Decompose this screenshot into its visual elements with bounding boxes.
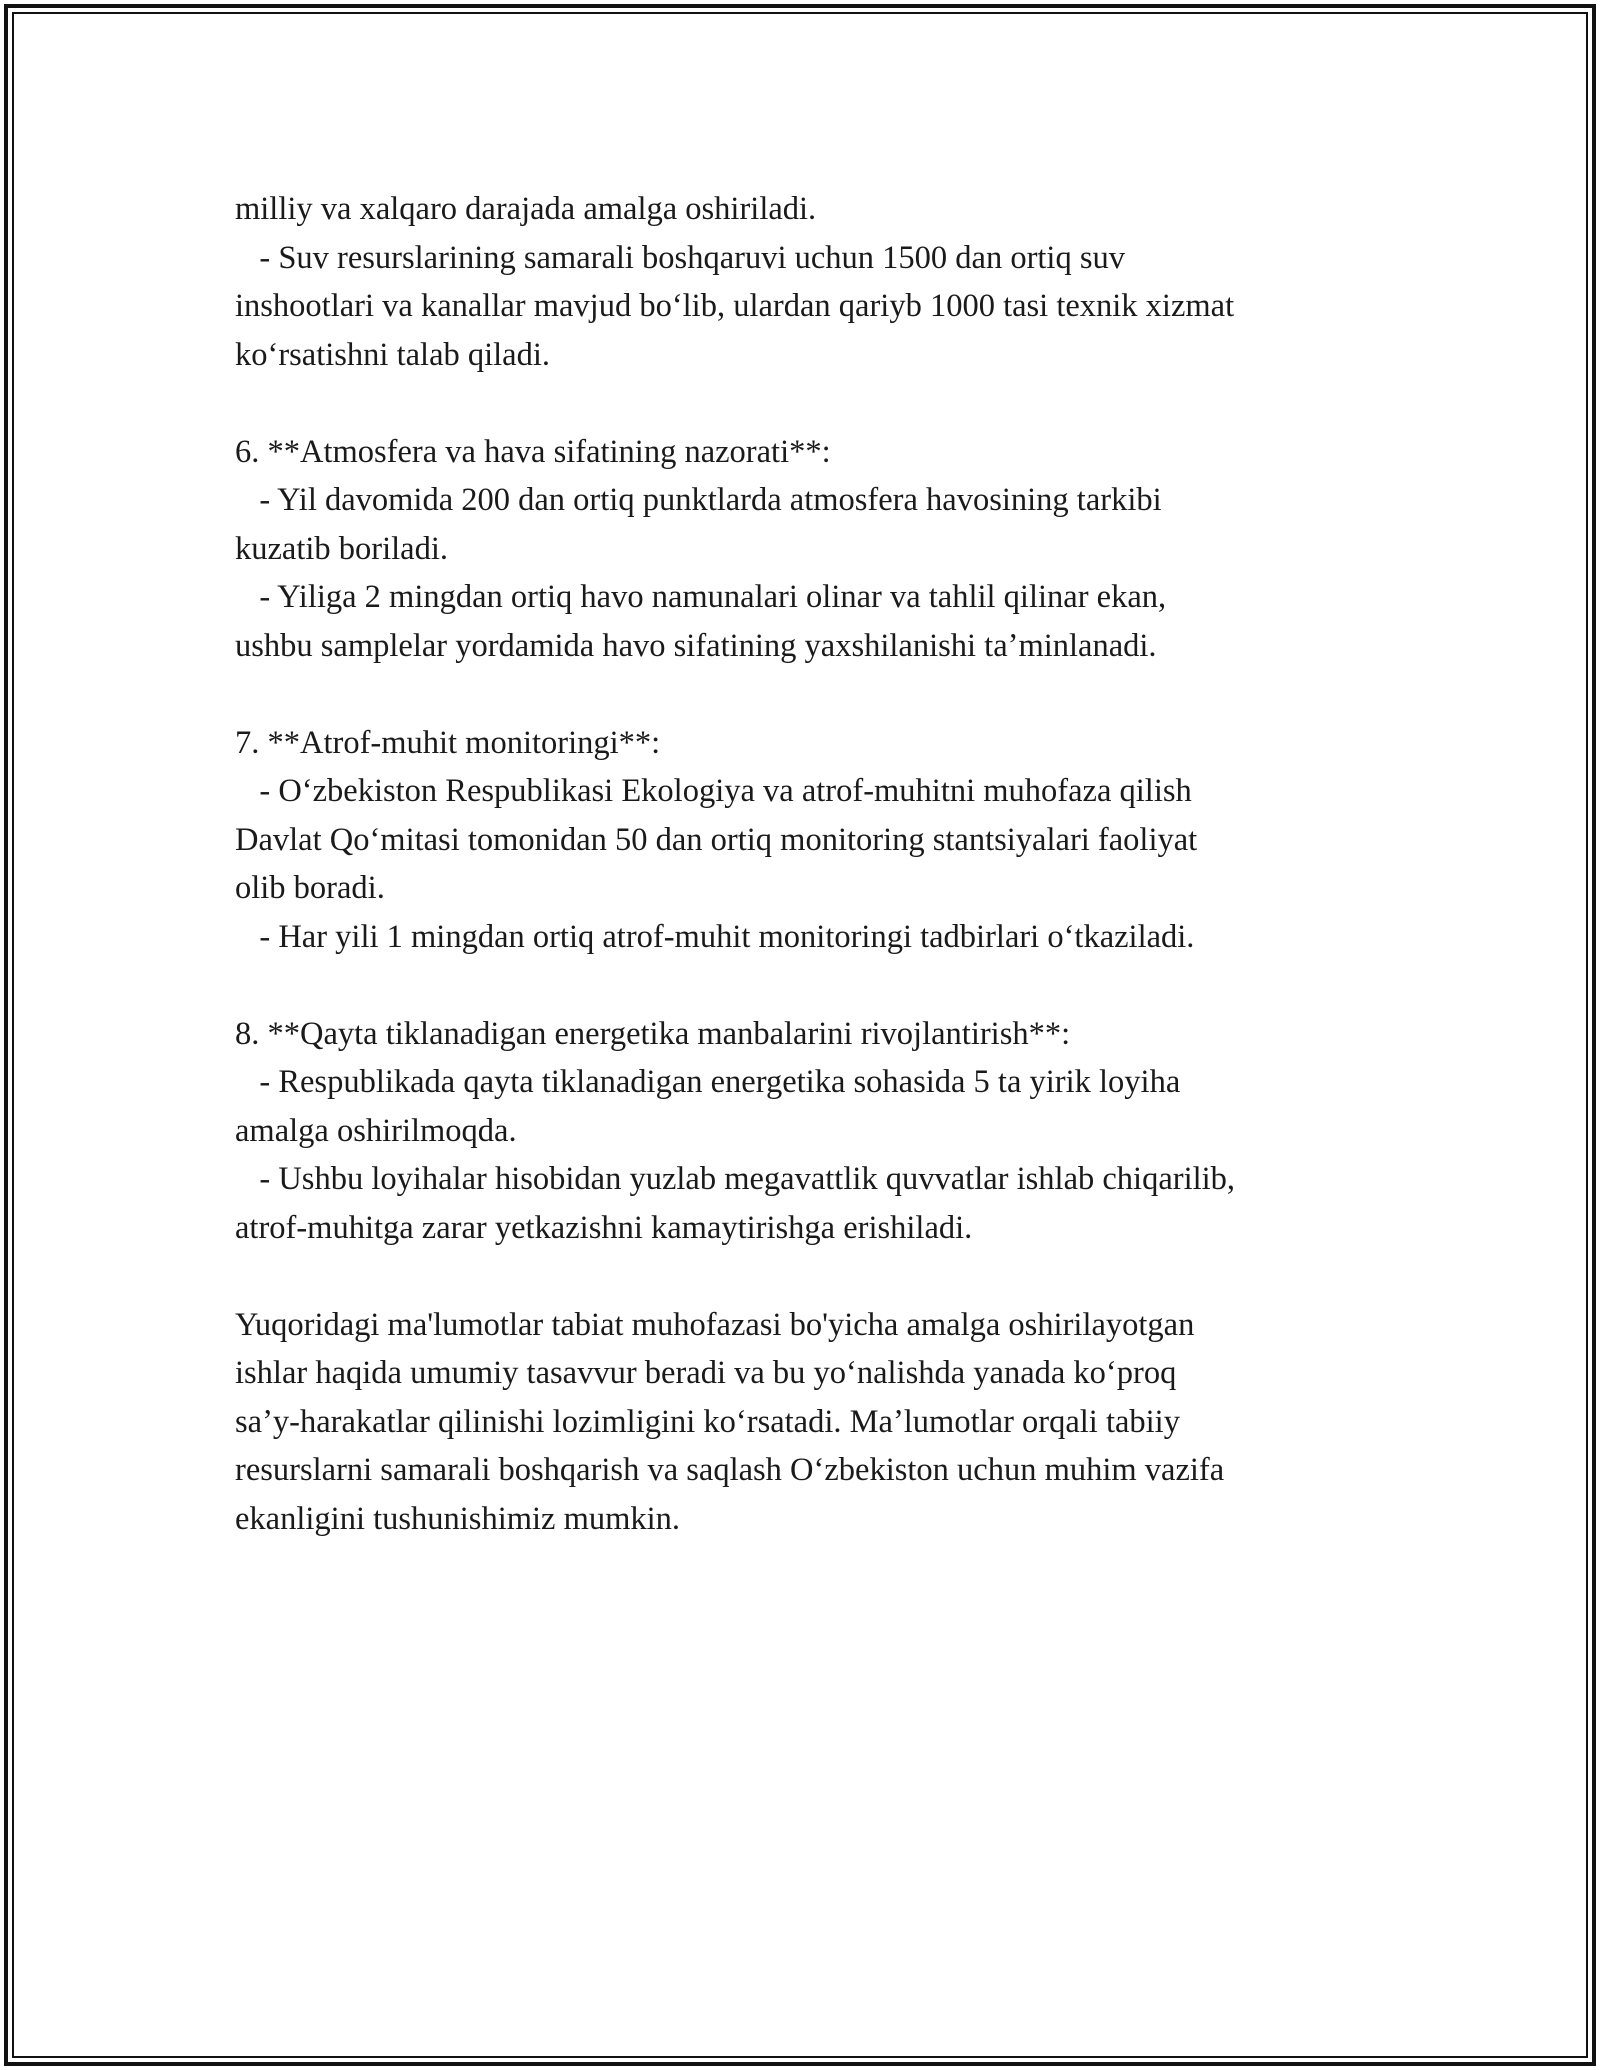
- text-line: amalga oshirilmoqda.: [235, 1112, 517, 1149]
- paragraph-gap: [235, 961, 1415, 1010]
- text-line: Davlat Qoʻmitasi tomonidan 50 dan ortiq monitoring stantsiyalari faoliyat: [235, 821, 1198, 858]
- section-heading: 6. **Atmosfera va hava sifatining nazorati**:: [235, 433, 831, 470]
- text-line: - Yil davomida 200 dan ortiq punktlarda atmosfera havosining tarkibi: [235, 482, 1162, 518]
- section-heading: 7. **Atrof-muhit monitoringi**:: [235, 724, 661, 761]
- paragraph-gap: [235, 379, 1415, 428]
- conclusion-line: ekanligini tushunishimiz mumkin.: [235, 1500, 681, 1537]
- text-line: koʻrsatishni talab qiladi.: [235, 336, 551, 373]
- text-line: - Yiliga 2 mingdan ortiq havo namunalari olinar va tahlil qilinar ekan,: [235, 579, 1167, 615]
- text-line: ushbu samplelar yordamida havo sifatining yaxshilanishi taʼminlanadi.: [235, 627, 1157, 664]
- text-line: - Ushbu loyihalar hisobidan yuzlab megavattlik quvvatlar ishlab chiqarilib,: [235, 1161, 1236, 1197]
- text-line: - Har yili 1 mingdan ortiq atrof-muhit monitoringi tadbirlari oʻtkaziladi.: [235, 918, 1195, 955]
- conclusion-line: resurslarni samarali boshqarish va saqlash Oʻzbekiston uchun muhim vazifa: [235, 1452, 1225, 1488]
- conclusion-line: Yuqoridagi ma'lumotlar tabiat muhofazasi bo'yicha amalga oshirilayotgan: [235, 1306, 1195, 1343]
- text-line: milliy va xalqaro darajada amalga oshiriladi.: [235, 191, 817, 227]
- text-line: - Suv resurslarining samarali boshqaruvi uchun 1500 dan ortiq suv: [235, 239, 1125, 276]
- text-line: - Respublikada qayta tiklanadigan energetika sohasida 5 ta yirik loyiha: [235, 1064, 1181, 1100]
- text-line: inshootlari va kanallar mavjud boʻlib, ulardan qariyb 1000 tasi texnik xizmat: [235, 288, 1235, 324]
- text-line: kuzatib boriladi.: [235, 530, 448, 567]
- section-heading: 8. **Qayta tiklanadigan energetika manbalarini rivojlantirish**:: [235, 1015, 1071, 1052]
- document-body: [235, 185, 1415, 1543]
- paragraph-gap: [235, 1252, 1415, 1301]
- conclusion-line: ishlar haqida umumiy tasavvur beradi va bu yoʻnalishda yanada koʻproq: [235, 1355, 1177, 1391]
- text-line: atrof-muhitga zarar yetkazishni kamaytirishga erishiladi.: [235, 1209, 973, 1246]
- conclusion-line: saʼy-harakatlar qilinishi lozimligini koʻrsatadi. Maʼlumotlar orqali tabiiy: [235, 1403, 1180, 1440]
- text-line: olib boradi.: [235, 870, 385, 906]
- paragraph-gap: [235, 670, 1415, 719]
- text-line: - Oʻzbekiston Respublikasi Ekologiya va atrof-muhitni muhofaza qilish: [235, 773, 1192, 809]
